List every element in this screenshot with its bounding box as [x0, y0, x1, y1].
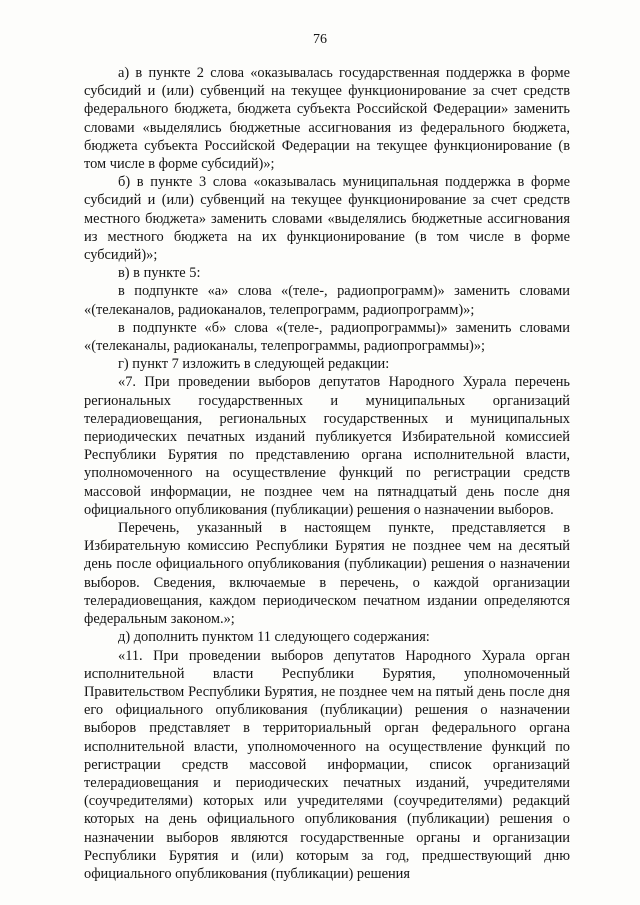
paragraph-subpoint-a: в подпункте «а» слова «(теле-, радиопрограмм)» заменить словами «(телеканалов, радиоканалов, телепрограмм, радиопрограмм)»;: [84, 283, 570, 318]
paragraph-amendment-v: в) в пункте 5:: [118, 265, 201, 282]
paragraph-amendment-a: а) в пункте 2 слова «оказывалась государственная поддержка в форме субсидий и (или) субвенций на текущее функционирование за счет средств федерального бюджета, бюджета субъекта Российской Федерации» заменить словами «выделялись бюджетные ассигнования из федерального бюджета, бюджета субъекта Российской Федерации на текущее функционирование (в том числе в форме субсидий)»;: [84, 65, 570, 173]
page-number: 76: [313, 32, 327, 47]
paragraph-point-7: «7. При проведении выборов депутатов Народного Хурала перечень региональных государственных и муниципальных организаций телерадиовещания, региональных государственных и муниципальных периодических печатных изданий публикуется Избирательной комиссией Республики Бурятия по представлению органа исполнительной власти, уполномоченного на осуществление функций по регистрации средств массовой информации, не позднее чем на пятнадцатый день после дня официального опубликования (публикации) решения о назначении выборов.: [84, 374, 570, 518]
paragraph-amendment-g: г) пункт 7 изложить в следующей редакции:: [118, 356, 390, 373]
paragraph-point-7-list: Перечень, указанный в настоящем пункте, представляется в Избирательную комиссию Республики Бурятия не позднее чем на десятый день после официального опубликования (публикации) решения о назначении выборов. Сведения, включаемые в перечень, о каждой организации телерадиовещания, каждом периодическом печатном издании определяются федеральным законом.»;: [84, 520, 570, 628]
paragraph-amendment-b: б) в пункте 3 слова «оказывалась муниципальная поддержка в форме субсидий и (или) субвенций на текущее функционирование за счет средств местного бюджета» заменить словами «выделялись бюджетные ассигнования из местного бюджета на их функционирование (в том числе в форме субсидий)»;: [84, 174, 570, 264]
paragraph-amendment-d: д) дополнить пунктом 11 следующего содержания:: [118, 629, 430, 646]
paragraph-subpoint-b: в подпункте «б» слова «(теле-, радиопрограммы)» заменить словами «(телеканалы, радиоканалы, телепрограммы, радиопрограммы)»;: [84, 319, 570, 355]
paragraph-point-11: «11. При проведении выборов депутатов Народного Хурала орган исполнительной власти Республики Бурятия, уполномоченный Правительством Республики Бурятия, не позднее чем на пятый день после дня его официального опубликования (публикации) решения о назначении выборов представляет в территориальный орган федерального органа исполнительной власти, уполномоченного на осуществление функций по регистрации средств массовой информации, список организаций телерадиовещания и периодических печатных изданий, учредителями (соучредителями) которых или учредителями (соучредителями) редакций которых на день официального опубликования (публикации) решения о назначении выборов являются государственные органы и организации Республики Бурятия и (или) которым за год, предшествующий дню официального опубликования (публикации) решения: [84, 647, 570, 882]
document-body: [84, 64, 570, 883]
